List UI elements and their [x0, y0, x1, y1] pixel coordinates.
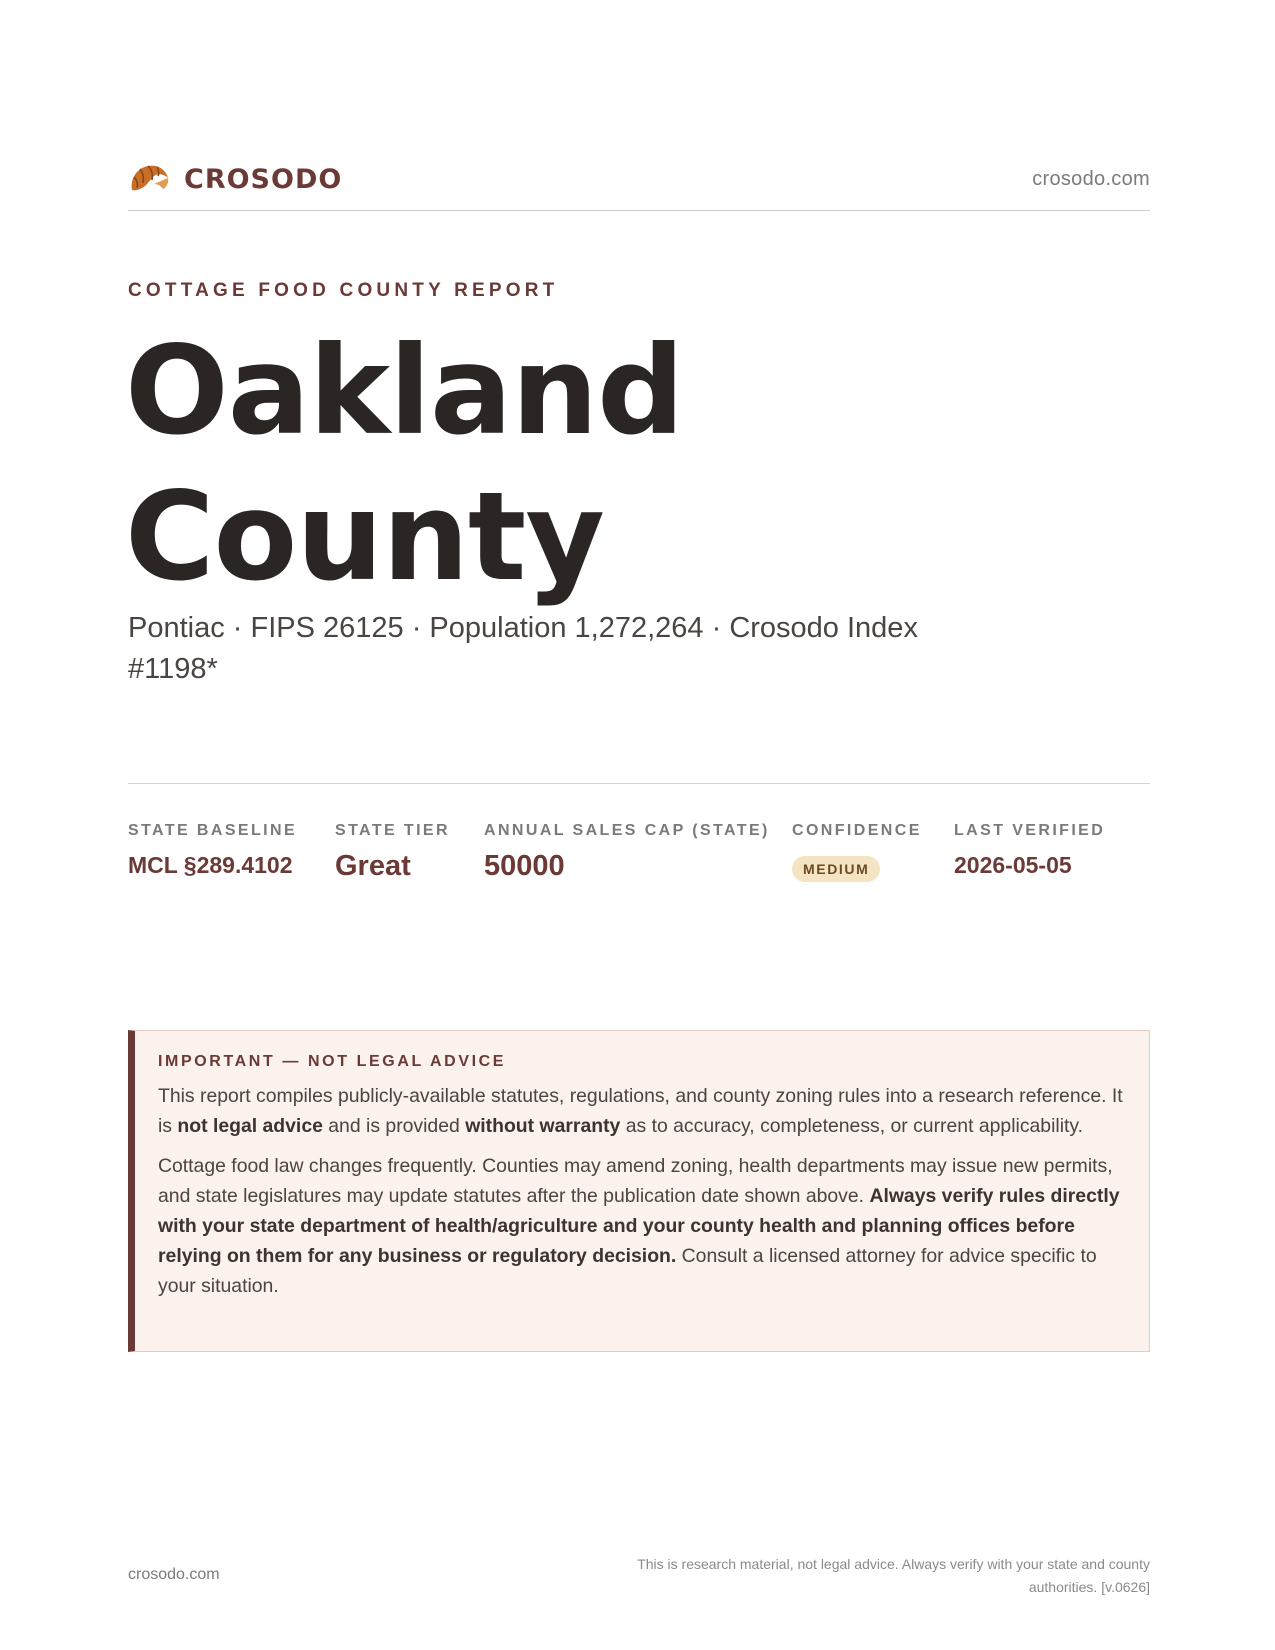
stat-label: STATE BASELINE: [128, 822, 298, 839]
report-page: [125, 0, 1150, 1650]
stat-label: CONFIDENCE: [792, 822, 922, 839]
brand[interactable]: [128, 160, 342, 198]
page-title: Oakland County: [125, 320, 684, 609]
notice-title: IMPORTANT — NOT LEGAL ADVICE: [158, 1053, 507, 1070]
notice-paragraph: [158, 1081, 1125, 1141]
notice-text: Consult a licensed attorney for advice specific to your situation.: [158, 1245, 1097, 1297]
stat-state-tier: [335, 822, 450, 883]
divider: [128, 783, 1150, 784]
confidence-badge: MEDIUM: [792, 856, 880, 882]
stat-sales-cap: [484, 822, 770, 883]
stat-state-baseline: [128, 822, 297, 879]
stat-value: 50000: [484, 850, 565, 882]
notice-emphasis: without warranty: [465, 1115, 621, 1137]
notice-text: Cottage food law changes frequently. Counties may amend zoning, health departments may issue new permits, and state legislatures may update statutes after the publication date shown above.: [158, 1155, 1113, 1207]
stat-last-verified: [954, 822, 1105, 879]
page-header: [128, 156, 1150, 211]
notice-text: and is provided: [322, 1115, 466, 1137]
stat-label: ANNUAL SALES CAP (STATE): [484, 822, 770, 839]
site-link[interactable]: crosodo.com: [1032, 168, 1150, 190]
report-eyebrow: COTTAGE FOOD COUNTY REPORT: [128, 280, 559, 301]
notice-text: as to accuracy, completeness, or current applicability.: [620, 1115, 1084, 1137]
notice-emphasis: not legal advice: [177, 1115, 323, 1137]
notice-emphasis: Always verify rules directly with your state department of health/agriculture and your county health and planning offices before relying on them for any business or regulatory decision.: [158, 1185, 1120, 1267]
stat-label: STATE TIER: [335, 822, 450, 839]
stat-value: 2026-05-05: [954, 852, 1072, 878]
notice-text: This report compiles publicly-available statutes, regulations, and county zoning rules into a research reference. It is: [158, 1085, 1123, 1137]
stat-value: Great: [335, 850, 411, 882]
brand-name: CROSODO: [184, 163, 343, 195]
croissant-icon: [128, 160, 170, 198]
notice-paragraph: [158, 1151, 1125, 1301]
legal-notice: [128, 1030, 1150, 1352]
stat-confidence: [792, 822, 922, 882]
stat-label: LAST VERIFIED: [954, 822, 1106, 839]
footer-disclaimer: This is research material, not legal advice. Always verify with your state and county authorities. [v.0626]: [637, 1556, 1150, 1595]
county-summary: Pontiac · FIPS 26125 · Population 1,272,264 · Crosodo Index #1198*: [128, 612, 918, 685]
footer-site-link[interactable]: crosodo.com: [128, 1566, 220, 1583]
stat-value: MCL §289.4102: [128, 852, 293, 878]
